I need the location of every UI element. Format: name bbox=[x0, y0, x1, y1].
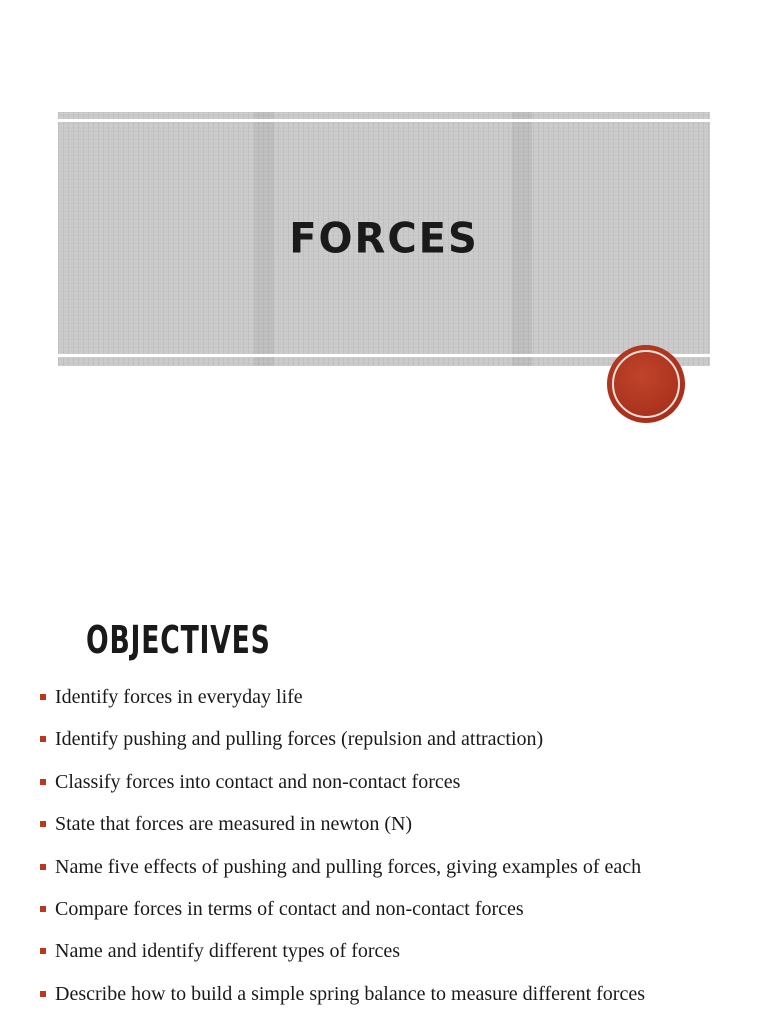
list-item bbox=[40, 938, 760, 980]
list-item-text: State that forces are measured in newton (N) bbox=[55, 813, 413, 836]
list-item-text: Name and identify different types of forces bbox=[55, 940, 401, 963]
square-bullet-icon bbox=[40, 864, 46, 870]
list-item-text: Identify forces in everyday life bbox=[55, 686, 303, 708]
square-bullet-icon bbox=[40, 694, 46, 700]
list-item bbox=[40, 854, 760, 896]
badge-ring bbox=[612, 350, 680, 418]
title-band bbox=[58, 112, 710, 366]
list-item-text: Identify pushing and pulling forces (repulsion and attraction) bbox=[55, 728, 544, 751]
square-bullet-icon bbox=[40, 736, 46, 742]
list-item bbox=[40, 684, 760, 726]
square-bullet-icon bbox=[40, 821, 46, 827]
band-top-line bbox=[58, 119, 710, 122]
list-item bbox=[40, 896, 760, 938]
list-item-text: Describe how to build a simple spring balance to measure different forces bbox=[55, 982, 645, 1005]
square-bullet-icon bbox=[40, 991, 46, 997]
objectives-slide bbox=[0, 560, 768, 1024]
circle-badge-icon bbox=[607, 345, 685, 423]
square-bullet-icon bbox=[40, 906, 46, 912]
objectives-list bbox=[40, 684, 760, 1023]
list-item bbox=[40, 726, 760, 768]
list-item-text: Name five effects of pushing and pulling forces, giving examples of each bbox=[55, 855, 642, 878]
square-bullet-icon bbox=[40, 948, 46, 954]
list-item-text: Classify forces into contact and non-contact forces bbox=[55, 770, 461, 793]
list-item bbox=[40, 811, 760, 853]
band-bottom-line bbox=[58, 354, 710, 357]
list-item bbox=[40, 769, 760, 811]
list-item-text: Compare forces in terms of contact and non-contact forces bbox=[55, 897, 524, 920]
objectives-heading: OBJECTIVES bbox=[86, 618, 271, 662]
square-bullet-icon bbox=[40, 779, 46, 785]
slide-title: FORCES bbox=[289, 214, 479, 264]
list-item bbox=[40, 981, 760, 1023]
